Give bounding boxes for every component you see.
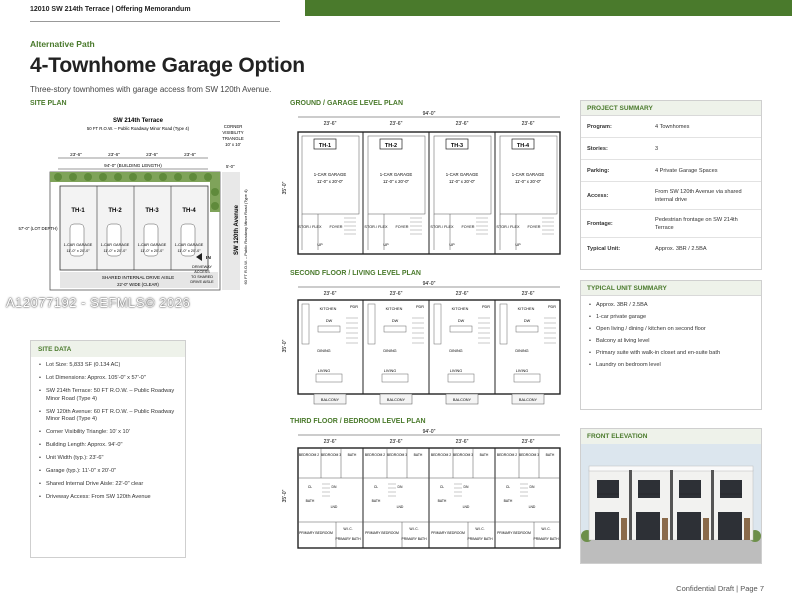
document-header: 12010 SW 214th Terrace | Offering Memorandum xyxy=(30,6,191,13)
site-data-item: • Driveway Access: From SW 120th Avenue xyxy=(39,494,177,502)
third-primary-3: PRIMARY BEDROOM xyxy=(431,531,465,535)
third-bath-top-1: BATH xyxy=(347,453,357,457)
second-unit-dim-3: 23'-6" xyxy=(455,291,469,297)
site-data-panel xyxy=(30,340,186,558)
summary-value: Approx. 3BR / 2.5BA xyxy=(655,246,707,252)
third-bath-4: BATH xyxy=(503,499,513,503)
site-data-item: • Lot Size: 5,833 SF (0.134 AC) xyxy=(39,362,177,370)
ground-garage-2: 1-CAR GARAGE xyxy=(379,172,413,177)
second-dining-4: DINING xyxy=(515,349,529,353)
summary-value: Pedestrian frontage on SW 214th Terrace xyxy=(655,216,738,231)
summary-row xyxy=(581,160,761,182)
ground-overall-dim: 94'-0" xyxy=(422,111,436,117)
site-unit-dim-3: 23'-6" xyxy=(146,152,158,157)
header-rule xyxy=(30,21,280,22)
third-unit-dim-2: 23'-6" xyxy=(389,439,403,445)
third-depth-dim: 35'-0" xyxy=(282,489,288,503)
corner-label-2: VISIBILITY xyxy=(222,130,244,135)
second-plan-drawing xyxy=(276,278,566,410)
summary-key: Parking: xyxy=(587,167,610,174)
second-unit-dim-1: 23'-6" xyxy=(323,291,337,297)
second-plan-heading: SECOND FLOOR / LIVING LEVEL PLAN xyxy=(290,270,421,277)
summary-row xyxy=(581,116,761,138)
summary-key: Access: xyxy=(587,192,609,199)
second-kitchen-1: KITCHEN xyxy=(319,307,337,311)
second-pdr-2: PDR xyxy=(415,305,425,309)
summary-row xyxy=(581,138,761,160)
third-pbath-3: PRIMARY BATH xyxy=(467,537,493,541)
third-overall-dim: 94'-0" xyxy=(422,429,436,435)
site-unit-dim-2: 23'-6" xyxy=(108,152,120,157)
ground-up-4: UP xyxy=(515,243,521,247)
second-dw-3: DW xyxy=(457,319,465,323)
ground-garage-dim-4: 11'-0" x 20'-0" xyxy=(514,179,542,184)
third-primary-1: PRIMARY BEDROOM xyxy=(299,531,333,535)
second-dining-2: DINING xyxy=(383,349,397,353)
site-aisle-dim: 22'-0" WIDE (CLEAR) xyxy=(117,282,159,287)
third-cl-3: CL xyxy=(439,485,445,489)
ground-unit-th4: TH-4 xyxy=(516,143,530,149)
third-unit-dim-4: 23'-6" xyxy=(521,439,535,445)
third-bed2-3: BEDROOM 2 xyxy=(430,453,452,457)
ground-foyer-2: FOYER xyxy=(395,225,409,229)
third-wic-1: W.I.C. xyxy=(343,527,353,531)
site-garage-1: 1-CAR GARAGE xyxy=(63,243,93,247)
third-bath-top-4: BATH xyxy=(545,453,555,457)
summary-key: Typical Unit: xyxy=(587,246,621,252)
ground-garage-dim-1: 11'-0" x 20'-0" xyxy=(316,179,344,184)
second-kitchen-3: KITCHEN xyxy=(451,307,469,311)
third-bed2-4: BEDROOM 2 xyxy=(496,453,518,457)
third-plan-heading: THIRD FLOOR / BEDROOM LEVEL PLAN xyxy=(290,418,426,425)
ground-depth-dim: 35'-0" xyxy=(282,181,288,195)
site-garage-dim-3: 11'-0" x 20'-0" xyxy=(140,249,164,253)
ground-up-1: UP xyxy=(317,243,323,247)
typical-unit-item: • Approx. 3BR / 2.5BA xyxy=(589,302,753,310)
third-bed2-1: BEDROOM 2 xyxy=(298,453,320,457)
site-unit-dim-4: 23'-6" xyxy=(184,152,196,157)
summary-key: Program: xyxy=(587,123,612,130)
site-garage-dim-4: 11'-0" x 20'-0" xyxy=(177,249,201,253)
third-lnd-3: LND xyxy=(462,505,470,509)
site-garage-4: 1-CAR GARAGE xyxy=(174,243,204,247)
third-primary-4: PRIMARY BEDROOM xyxy=(497,531,531,535)
in-label: IN xyxy=(206,256,211,261)
ground-stor-1: STOR./ FLEX xyxy=(298,225,322,229)
third-dn-3: DN xyxy=(463,485,469,489)
site-data-item: • SW 214th Terrace: 50 FT R.O.W. – Public Roadway Minor Road (Type 4) xyxy=(39,388,177,403)
third-cl-2: CL xyxy=(373,485,379,489)
third-plan-drawing xyxy=(276,426,566,556)
third-wic-3: W.I.C. xyxy=(475,527,485,531)
site-data-item: • Shared Internal Drive Aisle: 22'-0" clear xyxy=(39,481,177,489)
second-dw-2: DW xyxy=(391,319,399,323)
typical-unit-item: • Laundry on bedroom level xyxy=(589,362,753,370)
site-data-item: • Lot Dimensions: Approx. 105'-0" x 57'-0" xyxy=(39,375,177,383)
site-data-item: • Building Length: Approx. 94'-0" xyxy=(39,442,177,450)
third-pbath-2: PRIMARY BATH xyxy=(401,537,427,541)
corner-label-3: TRIANGLE xyxy=(222,136,244,141)
ground-garage-1: 1-CAR GARAGE xyxy=(313,172,347,177)
corner-label-1: CORNER xyxy=(223,124,243,129)
page-footer: Confidential Draft | Page 7 xyxy=(676,584,764,593)
second-living-1: LIVING xyxy=(317,369,331,373)
ground-plan-heading: GROUND / GARAGE LEVEL PLAN xyxy=(290,100,404,107)
third-bed2-2: BEDROOM 2 xyxy=(364,453,386,457)
site-side-dim: 5'-0" xyxy=(226,164,235,169)
third-unit-dim-3: 23'-6" xyxy=(455,439,469,445)
second-balcony-1: BALCONY xyxy=(320,398,340,402)
site-data-heading: SITE DATA xyxy=(31,341,185,357)
site-unit-th1: TH-1 xyxy=(71,208,85,214)
ground-unit-dim-1: 23'-6" xyxy=(323,121,337,127)
svg-text:DRIVE AISLE: DRIVE AISLE xyxy=(190,280,214,284)
second-depth-dim: 35'-0" xyxy=(282,339,288,353)
ground-unit-dim-2: 23'-6" xyxy=(389,121,403,127)
third-bed3-1: BEDROOM 3 xyxy=(320,453,342,457)
street-top-label: SW 214th Terrace xyxy=(113,118,163,124)
corner-label-4: 10' x 10' xyxy=(225,142,241,147)
third-pbath-1: PRIMARY BATH xyxy=(335,537,361,541)
third-bath-top-2: BATH xyxy=(413,453,423,457)
watermark: A12077192 - SEFMLS© 2026 xyxy=(6,295,191,310)
site-garage-dim-2: 11'-0" x 20'-0" xyxy=(103,249,127,253)
ground-stor-4: STOR./ FLEX xyxy=(496,225,520,229)
second-kitchen-4: KITCHEN xyxy=(517,307,535,311)
summary-row xyxy=(581,182,761,210)
ground-stor-2: STOR./ FLEX xyxy=(364,225,388,229)
third-unit-dim-1: 23'-6" xyxy=(323,439,337,445)
third-bed3-3: BEDROOM 3 xyxy=(452,453,474,457)
header-band xyxy=(305,0,792,16)
ground-unit-dim-4: 23'-6" xyxy=(521,121,535,127)
third-cl-4: CL xyxy=(505,485,511,489)
second-balcony-4: BALCONY xyxy=(518,398,538,402)
summary-value: 4 Townhomes xyxy=(655,123,690,130)
third-primary-2: PRIMARY BEDROOM xyxy=(365,531,399,535)
summary-value: 4 Private Garage Spaces xyxy=(655,167,718,174)
second-pdr-3: PDR xyxy=(481,305,491,309)
summary-value: From SW 120th Avenue via shared internal drive xyxy=(655,188,742,203)
summary-row xyxy=(581,210,761,238)
ground-stor-3: STOR./ FLEX xyxy=(430,225,454,229)
site-building-length: 94'-0" (BUILDING LENGTH) xyxy=(104,163,162,168)
second-overall-dim: 94'-0" xyxy=(422,281,436,287)
site-aisle: SHARED INTERNAL DRIVE AISLE xyxy=(101,275,175,280)
site-data-item: • Corner Visibility Triangle: 10' x 10' xyxy=(39,429,177,437)
ground-up-3: UP xyxy=(449,243,455,247)
second-balcony-3: BALCONY xyxy=(452,398,472,402)
third-dn-4: DN xyxy=(529,485,535,489)
third-lnd-2: LND xyxy=(396,505,404,509)
ground-garage-4: 1-CAR GARAGE xyxy=(511,172,545,177)
typical-unit-item: • Balcony at living level xyxy=(589,338,753,346)
third-bath-1: BATH xyxy=(305,499,315,503)
site-unit-th3: TH-3 xyxy=(145,208,159,214)
site-data-item: • Garage (typ.): 11'-0" x 20'-0" xyxy=(39,468,177,476)
ground-garage-dim-2: 11'-0" x 20'-0" xyxy=(382,179,410,184)
second-living-3: LIVING xyxy=(449,369,463,373)
project-summary-heading: PROJECT SUMMARY xyxy=(581,101,761,116)
ground-foyer-3: FOYER xyxy=(461,225,475,229)
third-bath-3: BATH xyxy=(437,499,447,503)
ground-unit-dim-3: 23'-6" xyxy=(455,121,469,127)
site-unit-dim-1: 23'-6" xyxy=(70,152,82,157)
ground-plan-drawing xyxy=(276,108,566,266)
third-dn-2: DN xyxy=(397,485,403,489)
avenue-label: SW 120th Avenue xyxy=(234,205,240,255)
ground-unit-th3: TH-3 xyxy=(450,143,464,149)
page-subtitle: Three-story townhomes with garage access from SW 120th Avenue. xyxy=(30,85,272,94)
second-pdr-1: PDR xyxy=(349,305,359,309)
site-garage-2: 1-CAR GARAGE xyxy=(100,243,130,247)
third-bath-2: BATH xyxy=(371,499,381,503)
top-bar xyxy=(0,0,792,24)
second-dining-3: DINING xyxy=(449,349,463,353)
third-bed3-2: BEDROOM 3 xyxy=(386,453,408,457)
typical-unit-item: • Open living / dining / kitchen on second floor xyxy=(589,326,753,334)
svg-text:ACCESS: ACCESS xyxy=(194,270,210,274)
second-unit-dim-2: 23'-6" xyxy=(389,291,403,297)
ground-foyer-4: FOYER xyxy=(527,225,541,229)
second-living-2: LIVING xyxy=(383,369,397,373)
page-title: 4-Townhome Garage Option xyxy=(30,54,305,77)
third-wic-4: W.I.C. xyxy=(541,527,551,531)
front-elevation-image xyxy=(581,444,761,563)
site-lot-depth: 57'-0" (LOT DEPTH) xyxy=(18,226,58,231)
svg-text:DRIVEWAY: DRIVEWAY xyxy=(192,265,212,269)
typical-unit-heading: TYPICAL UNIT SUMMARY xyxy=(581,281,761,296)
third-lnd-1: LND xyxy=(330,505,338,509)
third-dn-1: DN xyxy=(331,485,337,489)
typical-unit-item: • 1-car private garage xyxy=(589,314,753,322)
ground-garage-dim-3: 11'-0" x 20'-0" xyxy=(448,179,476,184)
third-pbath-4: PRIMARY BATH xyxy=(533,537,559,541)
front-elevation-panel xyxy=(580,428,762,564)
svg-text:TO SHARED: TO SHARED xyxy=(190,275,214,279)
ground-garage-3: 1-CAR GARAGE xyxy=(445,172,479,177)
third-cl-1: CL xyxy=(307,485,313,489)
front-elevation-heading: FRONT ELEVATION xyxy=(581,429,761,444)
site-unit-th4: TH-4 xyxy=(182,208,196,214)
site-garage-3: 1-CAR GARAGE xyxy=(137,243,167,247)
site-garage-dim-1: 11'-0" x 20'-0" xyxy=(66,249,90,253)
project-summary-panel xyxy=(580,100,762,270)
ground-unit-th1: TH-1 xyxy=(318,143,332,149)
kicker: Alternative Path xyxy=(30,39,95,49)
avenue-sub: 60 FT R.O.W. – Public Roadway Minor Road (Type 4) xyxy=(243,189,248,285)
second-dining-1: DINING xyxy=(317,349,331,353)
summary-value: 3 xyxy=(655,145,659,152)
second-living-4: LIVING xyxy=(515,369,529,373)
third-bath-top-3: BATH xyxy=(479,453,489,457)
second-dw-4: DW xyxy=(523,319,531,323)
site-unit-th2: TH-2 xyxy=(108,208,122,214)
site-data-item: • Unit Width (typ.): 23'-6" xyxy=(39,455,177,463)
second-unit-dim-4: 23'-6" xyxy=(521,291,535,297)
ground-foyer-1: FOYER xyxy=(329,225,343,229)
typical-unit-item: • Primary suite with walk-in closet and en-suite bath xyxy=(589,350,753,358)
second-kitchen-2: KITCHEN xyxy=(385,307,403,311)
summary-key: Stories: xyxy=(587,145,608,152)
summary-row xyxy=(581,238,761,260)
ground-unit-th2: TH-2 xyxy=(384,143,398,149)
second-balcony-2: BALCONY xyxy=(386,398,406,402)
ground-up-2: UP xyxy=(383,243,389,247)
street-top-sub: 50 FT R.O.W. – Public Roadway Minor Road (Type 4) xyxy=(86,126,190,131)
third-lnd-4: LND xyxy=(528,505,536,509)
third-bed3-4: BEDROOM 3 xyxy=(518,453,540,457)
summary-key: Frontage: xyxy=(587,220,613,227)
typical-unit-panel xyxy=(580,280,762,410)
site-plan-heading: SITE PLAN xyxy=(30,100,67,107)
third-wic-2: W.I.C. xyxy=(409,527,419,531)
second-dw-1: DW xyxy=(325,319,333,323)
second-pdr-4: PDR xyxy=(547,305,557,309)
site-data-item: • SW 120th Avenue: 60 FT R.O.W. – Public Roadway Minor Road (Type 4) xyxy=(39,409,177,424)
